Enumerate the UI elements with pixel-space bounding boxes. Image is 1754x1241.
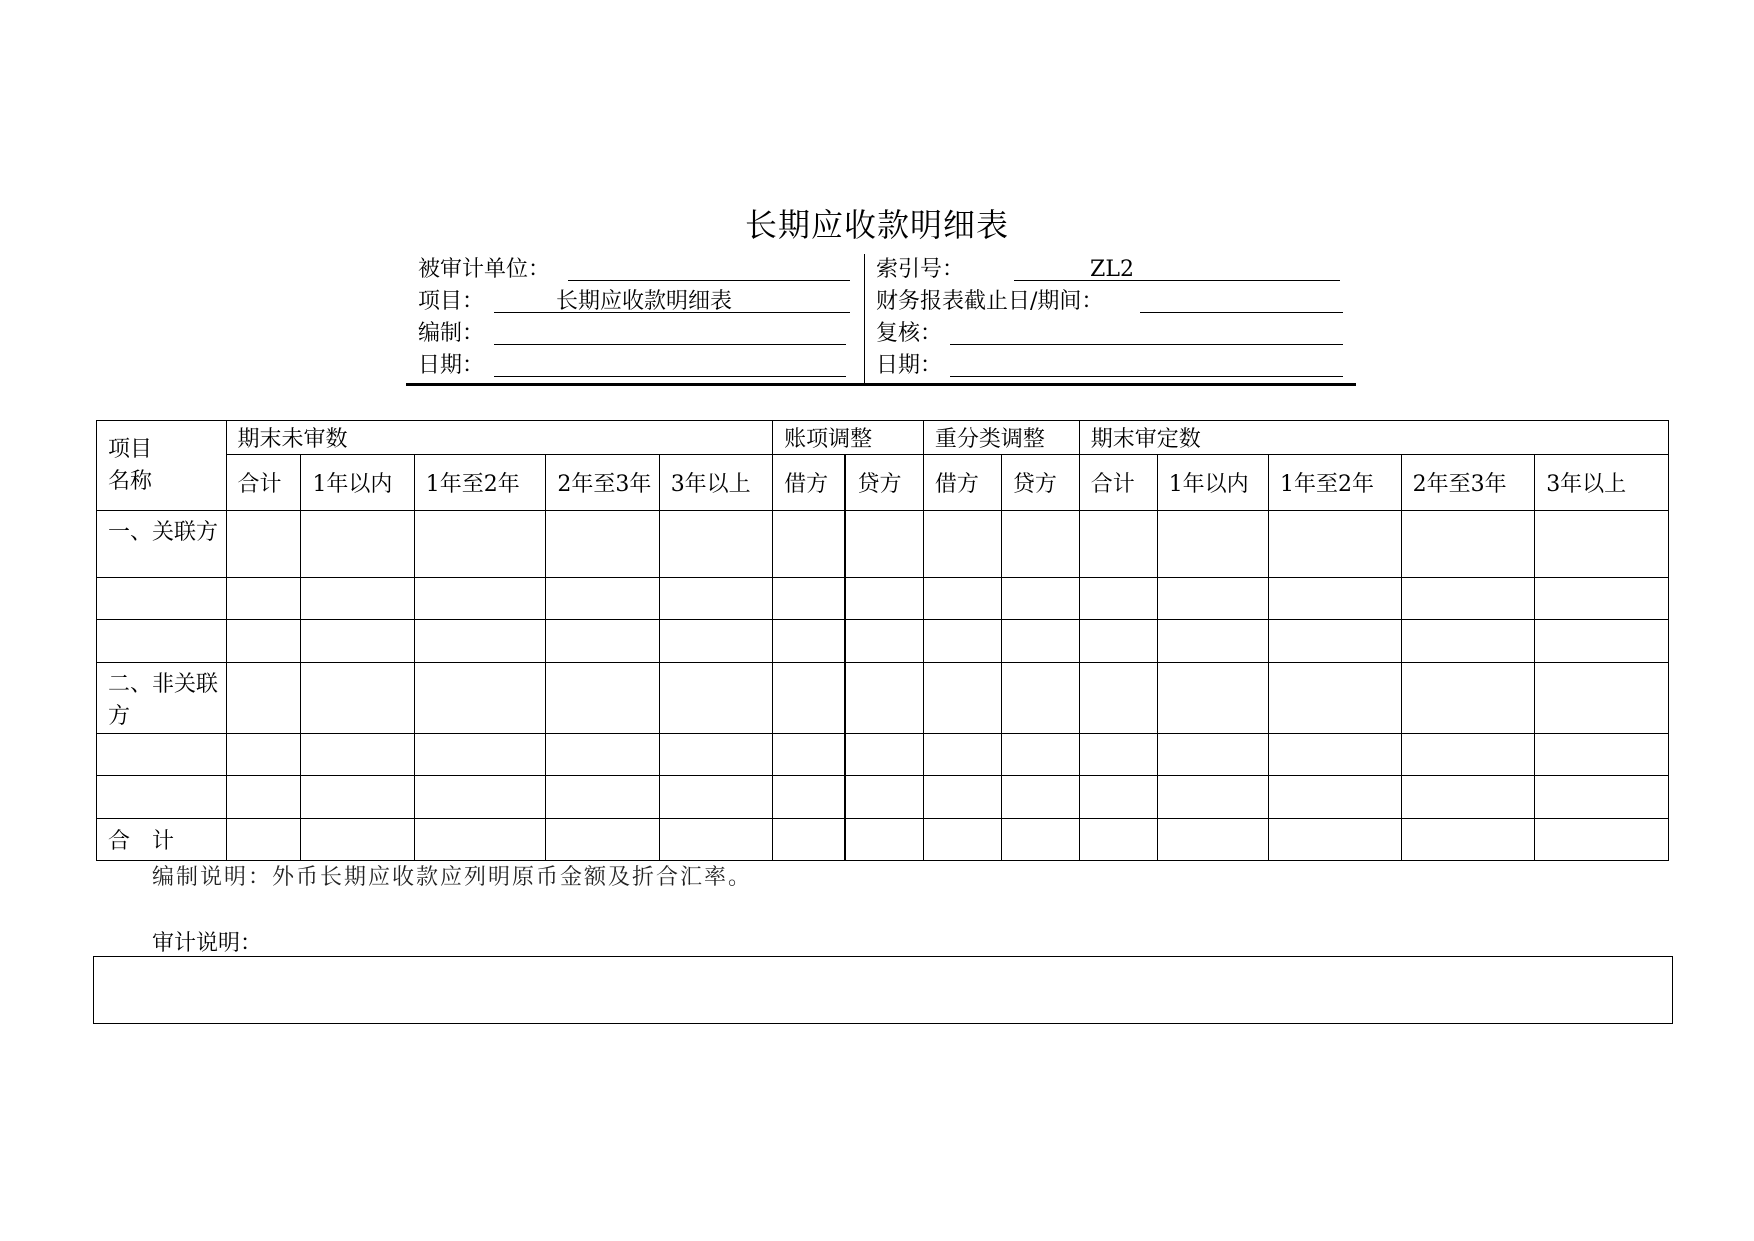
date-field-left[interactable]	[494, 376, 846, 377]
group-audited-header: 期末审定数	[1079, 421, 1668, 455]
audited-unit-label: 被审计单位：	[418, 257, 551, 282]
table-row	[97, 734, 1669, 776]
detail-table	[96, 420, 1669, 861]
col-header: 借方	[923, 455, 1001, 511]
table-row-total	[97, 819, 1669, 861]
audited-unit-field[interactable]	[568, 280, 850, 281]
row-label-related: 一、关联方	[97, 511, 227, 578]
table-row	[97, 578, 1669, 620]
project-label: 项目：	[418, 289, 485, 314]
col-header: 2年至3年	[546, 455, 659, 511]
group-adjust-header: 账项调整	[773, 421, 924, 455]
col-header: 1年以内	[1157, 455, 1268, 511]
item-name-header: 项目 名称	[97, 421, 227, 511]
col-header: 借方	[773, 455, 846, 511]
col-header: 1年至2年	[1269, 455, 1402, 511]
prepared-field[interactable]	[494, 344, 846, 345]
col-header: 合计	[226, 455, 301, 511]
table-row	[97, 511, 1669, 578]
audit-note-box[interactable]	[93, 956, 1673, 1024]
table-subheader-row	[97, 455, 1669, 511]
audit-note-label: 审计说明：	[152, 931, 263, 956]
date-label-right: 日期：	[876, 353, 943, 378]
table-header-row	[97, 421, 1669, 455]
period-label: 财务报表截止日/期间：	[876, 289, 1104, 314]
col-header: 2年至3年	[1401, 455, 1535, 511]
table-row	[97, 620, 1669, 663]
date-label-left: 日期：	[418, 353, 485, 378]
index-value: ZL2	[1090, 257, 1134, 282]
preparation-note: 编制说明：外币长期应收款应列明原币金额及折合汇率。	[152, 865, 753, 890]
period-field[interactable]	[1140, 312, 1343, 313]
group-unaudited-header: 期末未审数	[226, 421, 773, 455]
group-reclass-header: 重分类调整	[923, 421, 1079, 455]
row-label-nonrelated: 二、非关联方	[97, 663, 227, 734]
date-field-right[interactable]	[950, 376, 1343, 377]
col-header: 1年至2年	[414, 455, 546, 511]
header-rule	[406, 383, 1356, 386]
project-value: 长期应收款明细表	[555, 289, 732, 314]
col-header: 合计	[1079, 455, 1157, 511]
review-label: 复核：	[876, 321, 943, 346]
col-header: 贷方	[845, 455, 923, 511]
index-label: 索引号：	[876, 257, 965, 282]
review-field[interactable]	[950, 344, 1343, 345]
col-header: 3年以上	[659, 455, 772, 511]
prepared-label: 编制：	[418, 321, 485, 346]
row-label-total: 合 计	[97, 819, 227, 861]
table-row	[97, 663, 1669, 734]
page-title: 长期应收款明细表	[744, 206, 1009, 244]
header-divider	[864, 254, 865, 384]
col-header: 1年以内	[301, 455, 414, 511]
table-row	[97, 776, 1669, 819]
col-header: 贷方	[1001, 455, 1079, 511]
col-header: 3年以上	[1535, 455, 1669, 511]
